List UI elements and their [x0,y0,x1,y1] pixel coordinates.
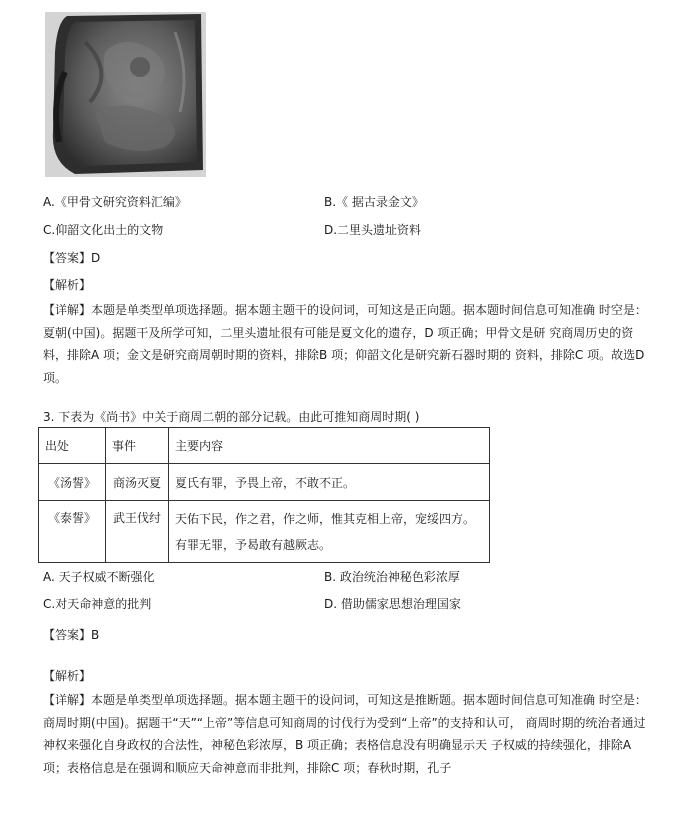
table-row [39,464,490,501]
q3-stem: 3. 下表为《尚书》中关于商周二朝的部分记载。由此可推知商周时期( ) [43,410,420,424]
row1-content: 夏氏有罪，予畏上帝，不敢不正。 [169,464,490,501]
q2-option-d: D.二里头遗址资料 [324,223,422,237]
q3-detail: 【详解】本题是单类型单项选择题。据本题主题干的设问词，可知这是推断题。据本题时间信息可知准确 时空是：商周时期(中国)。据题干“天”“上帝”等信息可知商周的讨伐行为受到“上帝”的支持和认可， 商周时期的统治者通过神权来强化自身政权的合法性，神秘色彩浓厚，B 项正确；表格信息没有明确显示天 子权威的持续强化，排除A 项；表格信息是在强调和顺应天命神意而非批判，排除C 项；春秋时期，孔子 [43,693,647,775]
table-row [39,501,490,563]
row1-source: 《汤誓》 [39,464,106,501]
table-header-row [39,428,490,464]
q3-table [38,427,490,563]
q3-option-a: A. 天子权威不断强化 [43,570,155,584]
row2-source: 《泰誓》 [39,501,106,563]
row2-content-line2: 有罪无罪，予曷敢有越厥志。 [175,537,332,552]
row2-content [169,501,490,563]
bronze-plaque-icon [45,12,206,177]
header-event: 事件 [106,428,169,464]
q2-option-c: C.仰韶文化出土的文物 [43,223,164,237]
q3-answer: 【答案】B [43,628,100,642]
q3-option-d: D. 借助儒家思想治理国家 [324,597,461,611]
q2-option-b: B.《 据古录金文》 [324,195,424,209]
q2-option-a: A.《甲骨文研究资料汇编》 [43,195,187,209]
q3-option-b: B. 政治统治神秘色彩浓厚 [324,570,460,584]
header-content: 主要内容 [169,428,490,464]
q3-analysis-label: 【解析】 [43,669,92,683]
header-source: 出处 [39,428,106,464]
q2-detail: 【详解】本题是单类型单项选择题。据本题主题干的设问词，可知这是正向题。据本题时间信息可知准确 时空是：夏朝(中国)。据题干及所学可知，二里头遗址很有可能是夏文化的遗存，D 项正确；甲骨文是研 究商周历史的资料，排除A 项；金文是研究商周朝时期的资料，排除B 项；仰韶文化是研究新石器时期的 资料，排除C 项。故选D 项。 [43,303,647,385]
bronze-plaque-photo [45,12,206,177]
row2-content-line1: 天佑下民，作之君，作之师，惟其克相上帝，宠绥四方。 [175,511,476,526]
row2-event: 武王伐纣 [106,501,169,563]
q2-answer: 【答案】D [43,251,101,265]
row1-event: 商汤灭夏 [106,464,169,501]
q2-analysis-label: 【解析】 [43,278,92,292]
q3-option-c: C.对天命神意的批判 [43,597,152,611]
